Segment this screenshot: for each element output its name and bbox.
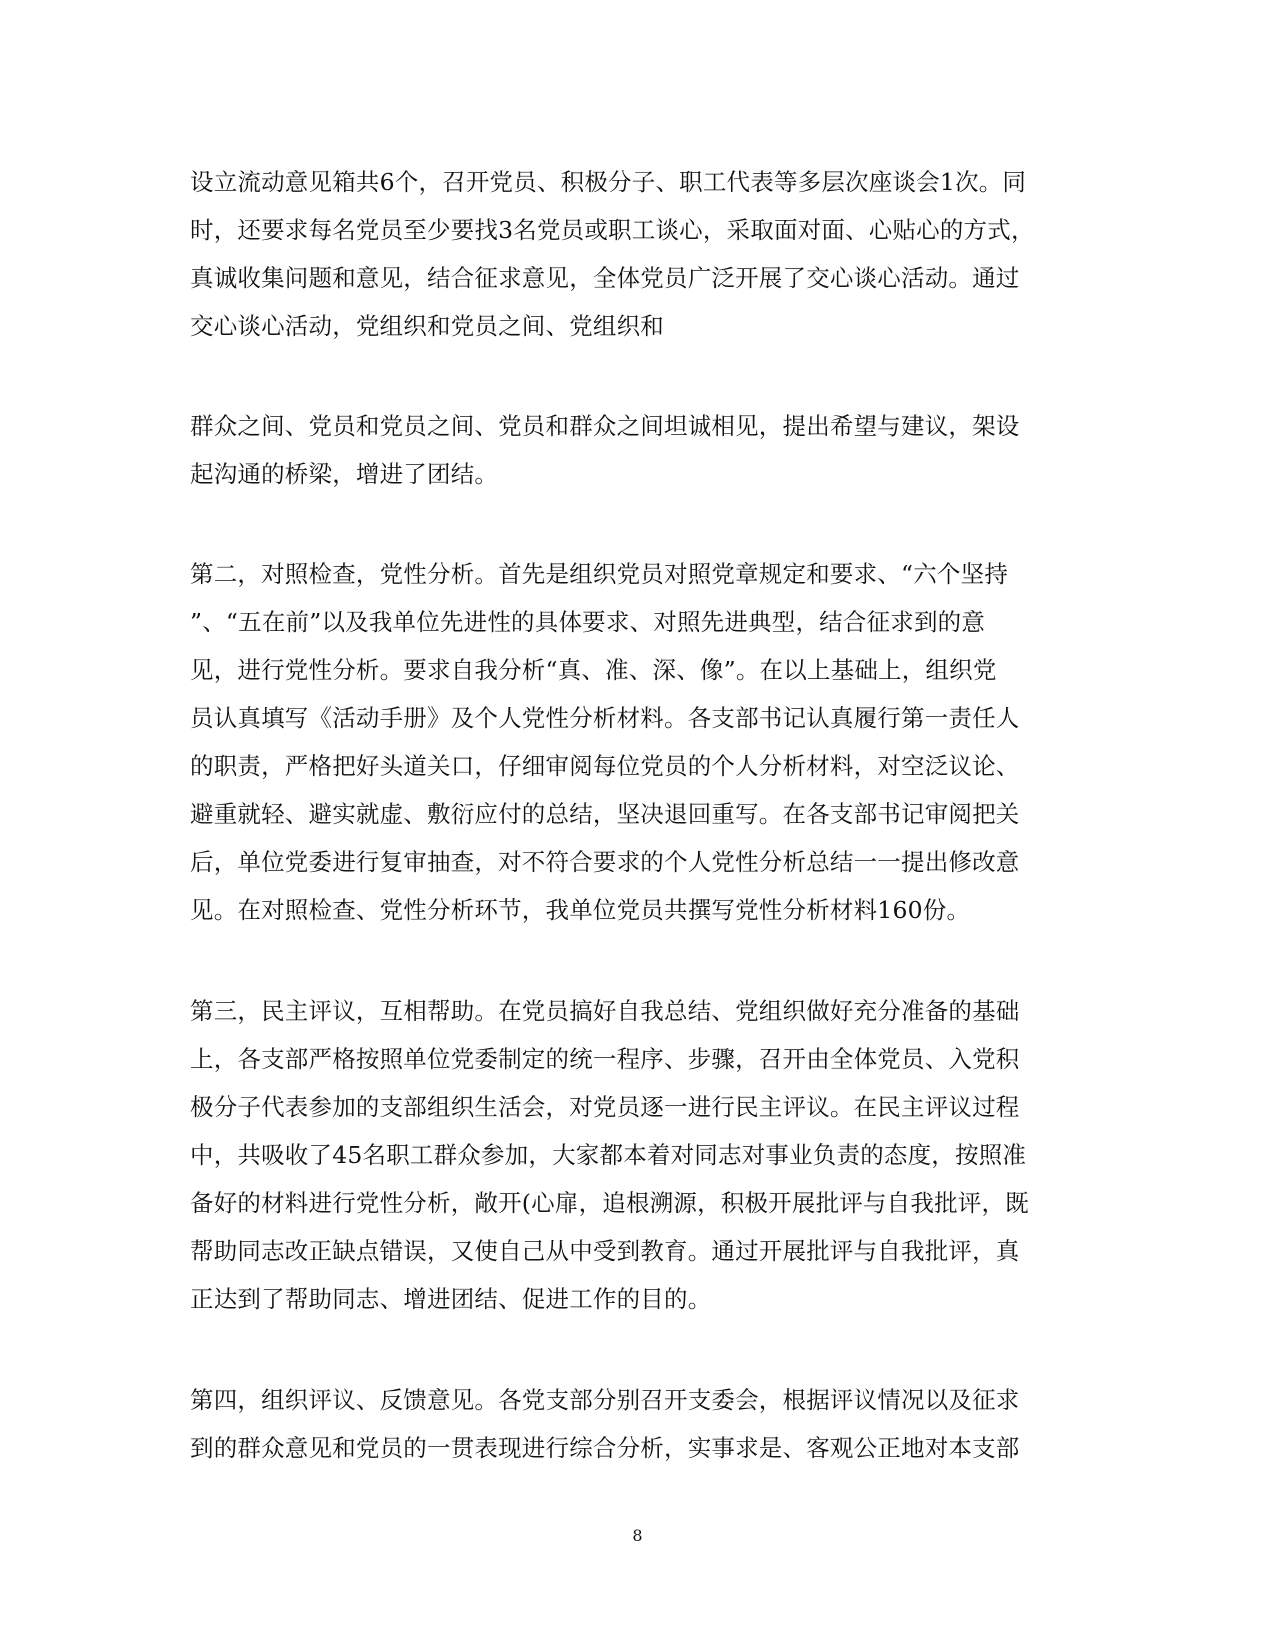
text-line: 上，各支部严格按照单位党委制定的统一程序、步骤，召开由全体党员、入党积 <box>190 1045 1020 1073</box>
text-line: 第三，民主评议，互相帮助。在党员搞好自我总结、党组织做好充分准备的基础 <box>190 997 1020 1025</box>
text-line: 起沟通的桥梁，增进了团结。 <box>190 460 499 488</box>
text-line: 见。在对照检查、党性分析环节，我单位党员共撰写党性分析材料160份。 <box>190 896 971 924</box>
text-line: 时，还要求每名党员至少要找3名党员或职工谈心，采取面对面、心贴心的方式， <box>190 216 1035 244</box>
text-line: 群众之间、党员和党员之间、党员和群众之间坦诚相见，提出希望与建议，架设 <box>190 412 1020 440</box>
text-line: 极分子代表参加的支部组织生活会，对党员逐一进行民主评议。在民主评议过程 <box>190 1093 1020 1121</box>
text-line: ”、“五在前”以及我单位先进性的具体要求、对照先进典型，结合征求到的意 <box>190 608 986 636</box>
text-line: 设立流动意见箱共6个，召开党员、积极分子、职工代表等多层次座谈会1次。同 <box>190 168 1027 196</box>
text-line: 交心谈心活动，党组织和党员之间、党组织和 <box>190 312 664 340</box>
text-line: 中，共吸收了45名职工群众参加，大家都本着对同志对事业负责的态度，按照准 <box>190 1141 1027 1169</box>
text-line: 备好的材料进行党性分析，敞开(心扉，追根溯源，积极开展批评与自我批评，既 <box>190 1189 1029 1217</box>
text-line: 的职责，严格把好头道关口，仔细审阅每位党员的个人分析材料，对空泛议论、 <box>190 752 1020 780</box>
page-number: 8 <box>632 1526 643 1545</box>
text-line: 见，进行党性分析。要求自我分析“真、准、深、像”。在以上基础上，组织党 <box>190 656 997 684</box>
text-line: 正达到了帮助同志、增进团结、促进工作的目的。 <box>190 1285 712 1313</box>
text-line: 帮助同志改正缺点错误，又使自己从中受到教育。通过开展批评与自我批评，真 <box>190 1237 1020 1265</box>
text-line: 避重就轻、避实就虚、敷衍应付的总结，坚决退回重写。在各支部书记审阅把关 <box>190 800 1020 828</box>
text-line: 后，单位党委进行复审抽查，对不符合要求的个人党性分析总结一一提出修改意 <box>190 848 1020 876</box>
text-line: 员认真填写《活动手册》及个人党性分析材料。各支部书记认真履行第一责任人 <box>190 704 1020 732</box>
text-line: 到的群众意见和党员的一贯表现进行综合分析，实事求是、客观公正地对本支部 <box>190 1434 1020 1462</box>
text-line: 第二，对照检查，党性分析。首先是组织党员对照党章规定和要求、“六个坚持 <box>190 560 1009 588</box>
text-line: 第四，组织评议、反馈意见。各党支部分别召开支委会，根据评议情况以及征求 <box>190 1386 1020 1414</box>
text-line: 真诚收集问题和意见，结合征求意见，全体党员广泛开展了交心谈心活动。通过 <box>190 264 1020 292</box>
